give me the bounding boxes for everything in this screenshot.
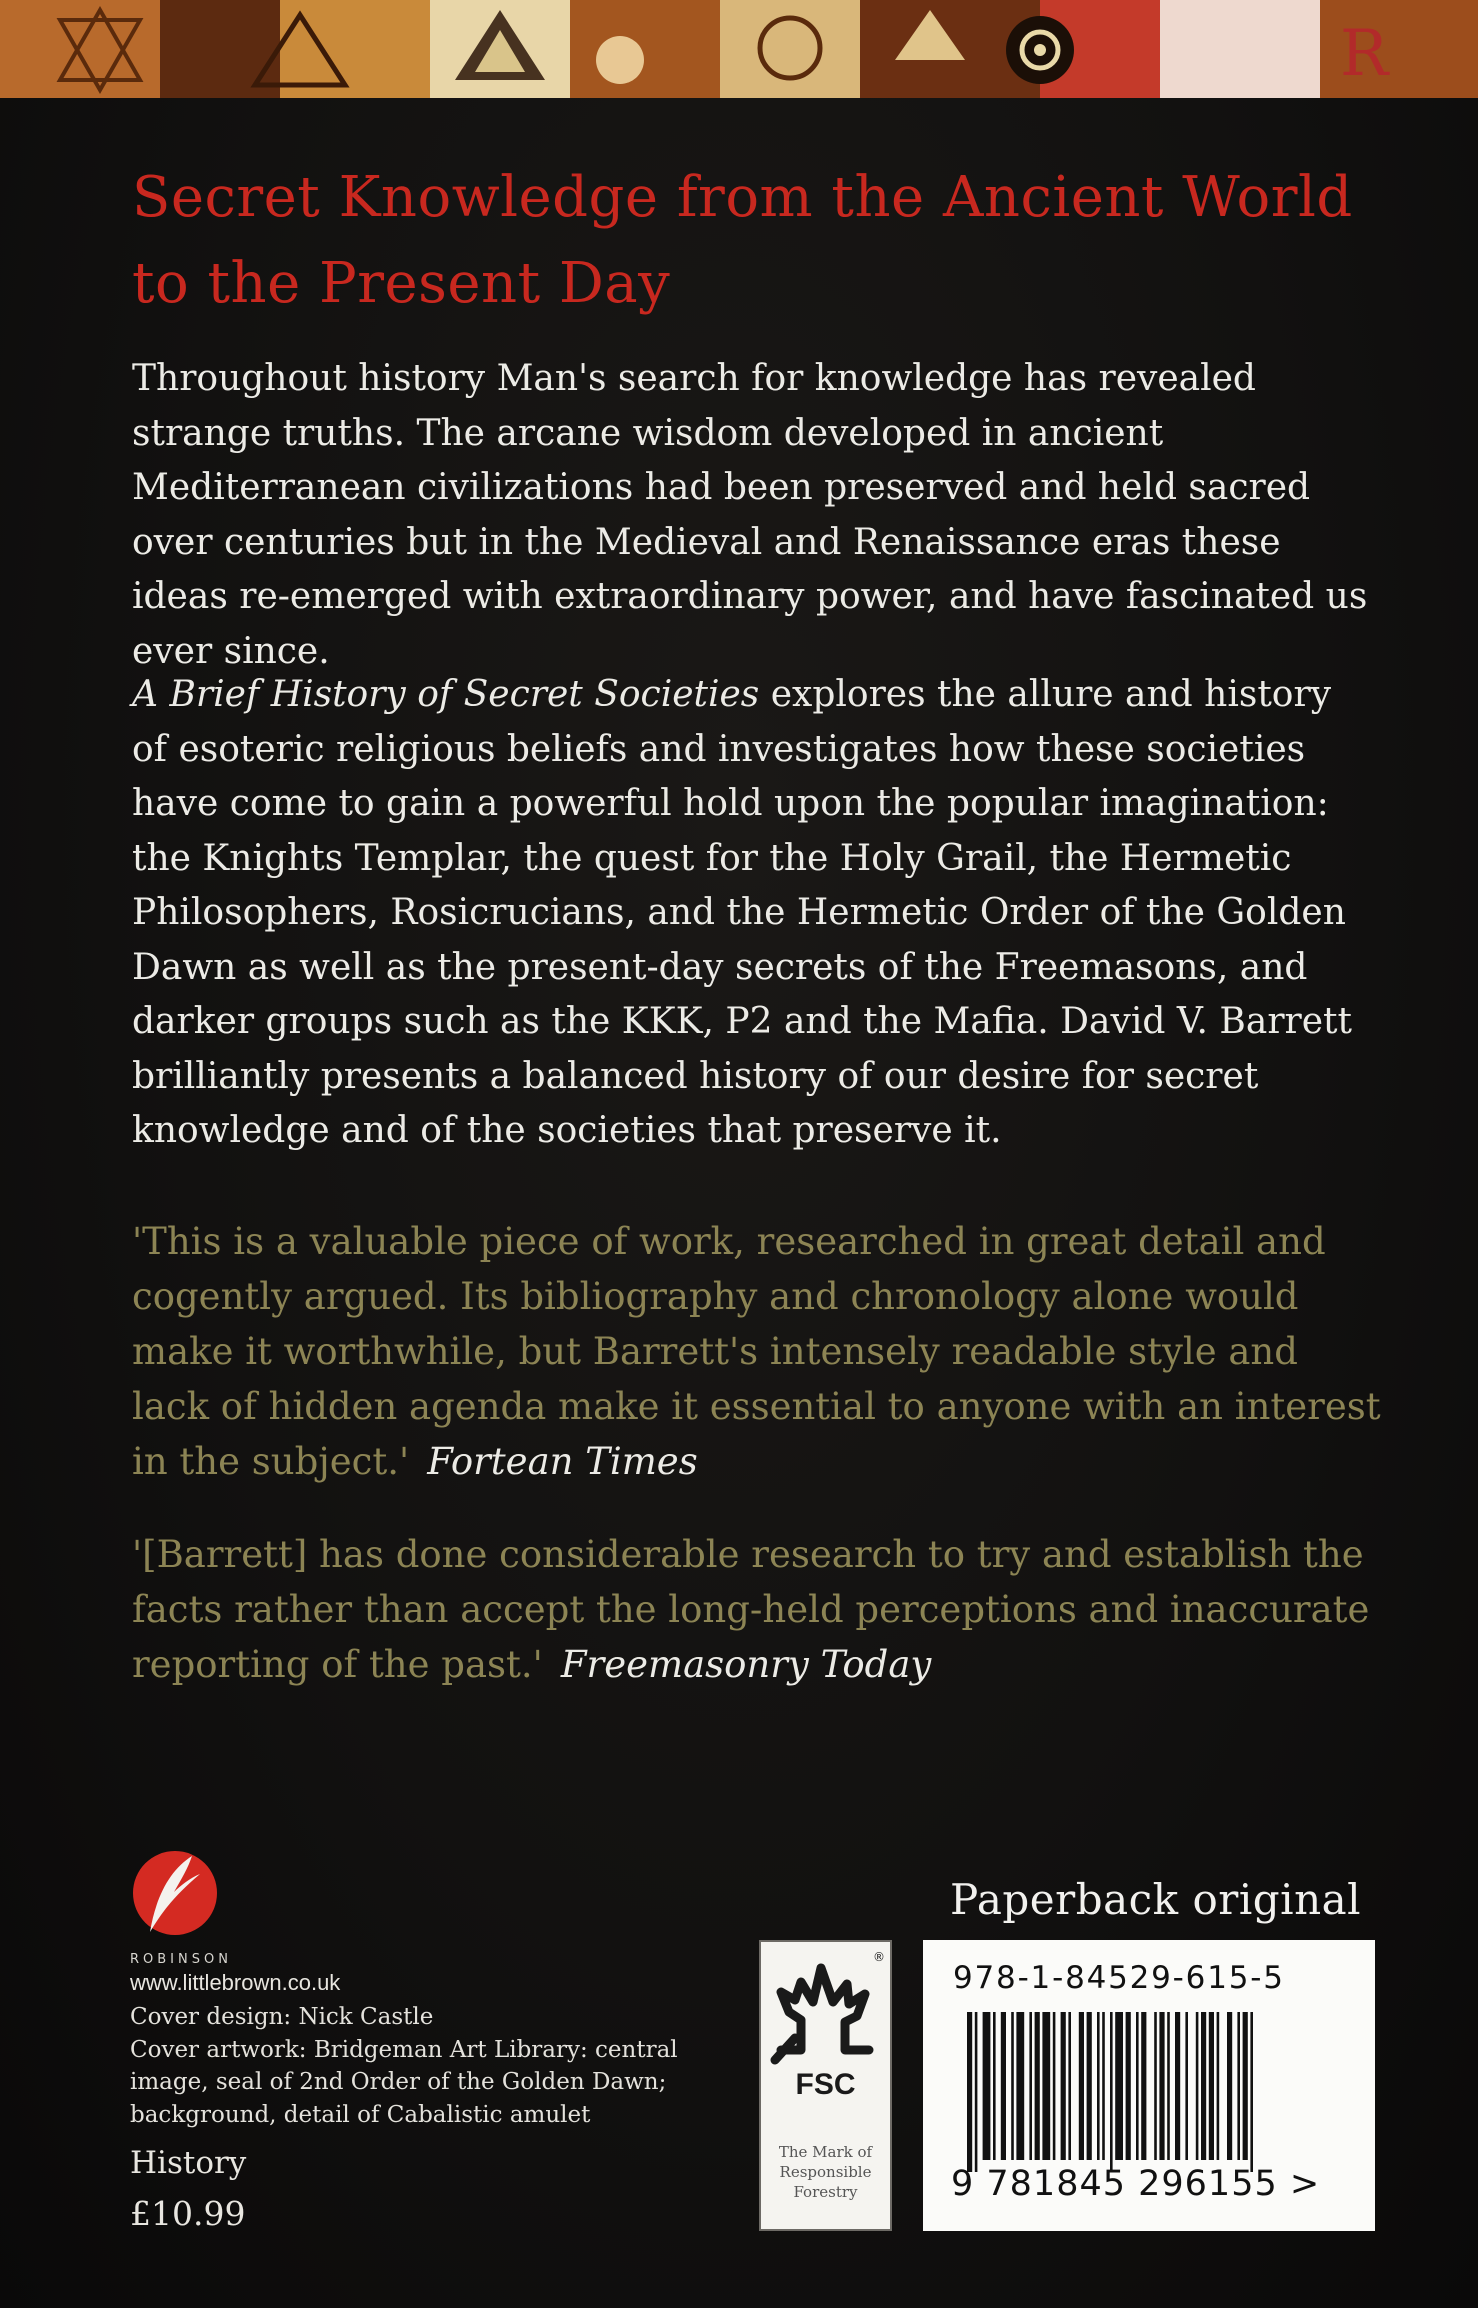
cover-design-credit: Cover design: Nick Castle: [130, 2004, 434, 2030]
publisher-website: www.littlebrown.co.uk: [130, 1970, 341, 1995]
review-quote-1-source: Fortean Times: [427, 1440, 698, 1483]
description-paragraph-1: Throughout history Man's search for knowledge has revealed strange truths. The arcane wisdom developed in ancient Mediterranean civilizations had been preserved and held sacred over centuries but in the Medieval and Renaissance eras these ideas re-emerged with extraordinary power, and have fascinated us ever since.: [132, 358, 1368, 672]
headline: Secret Knowledge from the Ancient World to the Present Day: [132, 165, 1353, 316]
description-paragraph-2: [132, 668, 1377, 1159]
book-title: A Brief History of Secret Societies: [132, 674, 760, 715]
review-quote-1-text: 'This is a valuable piece of work, researched in great detail and cogently argued. Its bibliography and chronology alone would make it worthwhile, but Barrett's intensely readable style and lack of hidden agenda make it essential to anyone with an interest in the subject.': [132, 1220, 1381, 1483]
imprint-name: ROBINSON: [130, 1952, 232, 1967]
description-paragraph-2-text: explores the allure and history of esoteric religious beliefs and investigates how these societies have come to gain a powerful hold upon the popular imagination: the Knights Templar, the quest for the Holy Grail, the Hermetic Philosophers, Rosicrucians, and the Hermetic Order of the Golden Dawn as well as the present-day secrets of the Freemasons, and darker groups such as the KKK, P2 and the Mafia. David V. Barrett brilliantly presents a balanced history of our desire for secret knowledge and of the societies that preserve it.: [132, 674, 1352, 1151]
format-label: Paperback original: [950, 1875, 1362, 1924]
quill-logo-icon: [130, 1848, 220, 1938]
decorative-artwork-strip: [0, 0, 1478, 98]
isbn-barcode: [923, 1940, 1375, 2231]
fsc-logo-text: FSC: [795, 2068, 856, 2101]
price: £10.99: [130, 2194, 246, 2233]
fsc-tagline: The Mark of Responsible Forestry: [778, 2143, 873, 2201]
isbn-number: 978-1-84529-615-5: [953, 1960, 1285, 1996]
cover-artwork-credit: Cover artwork: Bridgeman Art Library: central image, seal of 2nd Order of the Golden Dawn; background, detail of Cabalistic amulet: [130, 2036, 678, 2128]
category-label: History: [130, 2145, 247, 2181]
review-quote-1: [132, 1214, 1382, 1489]
barcode-bars: [967, 2012, 1347, 2172]
credits-block: [130, 2001, 750, 2131]
review-quote-2-text: '[Barrett] has done considerable research to try and establish the facts rather than accept the long-held perceptions and inaccurate reporting of the past.': [132, 1533, 1370, 1686]
svg-text:R: R: [1340, 17, 1389, 91]
barcode-digits: 9 781845 296155 >: [951, 2164, 1321, 2204]
fsc-registered-mark: ®: [873, 1950, 885, 1964]
fsc-tree-icon: [761, 1942, 890, 2072]
review-quote-2: [132, 1527, 1382, 1692]
fsc-badge: [759, 1940, 892, 2231]
review-quote-2-source: Freemasonry Today: [560, 1643, 932, 1686]
